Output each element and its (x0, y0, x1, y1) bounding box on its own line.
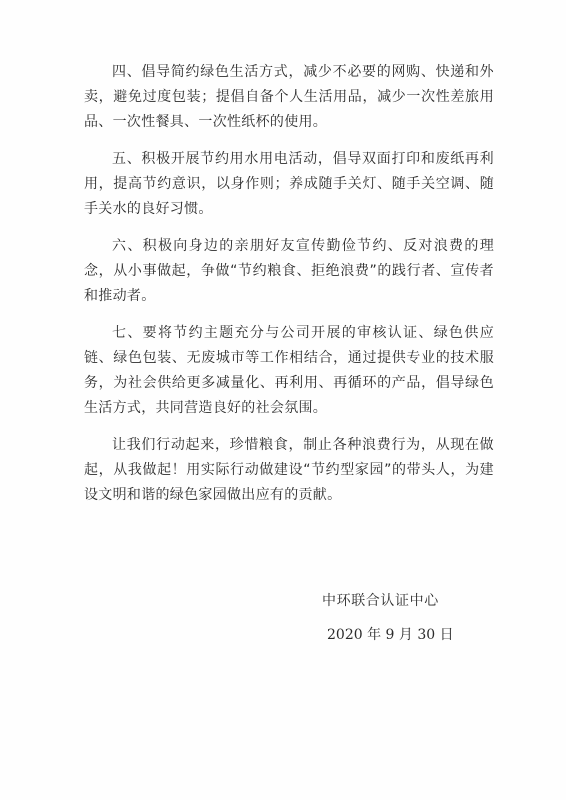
document-body (84, 60, 494, 520)
paragraph-item-7: 七、要将节约主题充分与公司开展的审核认证、绿色供应链、绿色包装、无废城市等工作相结合，通过提供专业的技术服务，为社会供给更多减量化、再利用、再循环的产品，倡导绿色生活方式，共同营造良好的社会氛围。 (84, 325, 494, 416)
paragraph-item-5: 五、积极开展节约用水用电活动，倡导双面打印和废纸再利用，提高节约意识，以身作则；养成随手关灯、随手关空调、随手关水的良好习惯。 (84, 151, 494, 217)
signature-organization: 中环联合认证中心 (322, 593, 439, 609)
paragraph-item-4: 四、倡导简约绿色生活方式，减少不必要的网购、快递和外卖，避免过度包装；提倡自备个人生活用品，减少一次性差旅用品、一次性餐具、一次性纸杯的使用。 (84, 64, 494, 130)
closing-paragraph: 让我们行动起来，珍惜粮食，制止各种浪费行为，从现在做起，从我做起！用实际行动做建设“节约型家园”的带头人，为建设文明和谐的绿色家园做出应有的贡献。 (84, 437, 494, 503)
paragraph-item-6: 六、积极向身边的亲朋好友宣传勤俭节约、反对浪费的理念，从小事做起，争做“节约粮食、拒绝浪费”的践行者、宣传者和推动者。 (84, 238, 494, 304)
signature-date: 2020 年 9 月 30 日 (327, 627, 454, 643)
